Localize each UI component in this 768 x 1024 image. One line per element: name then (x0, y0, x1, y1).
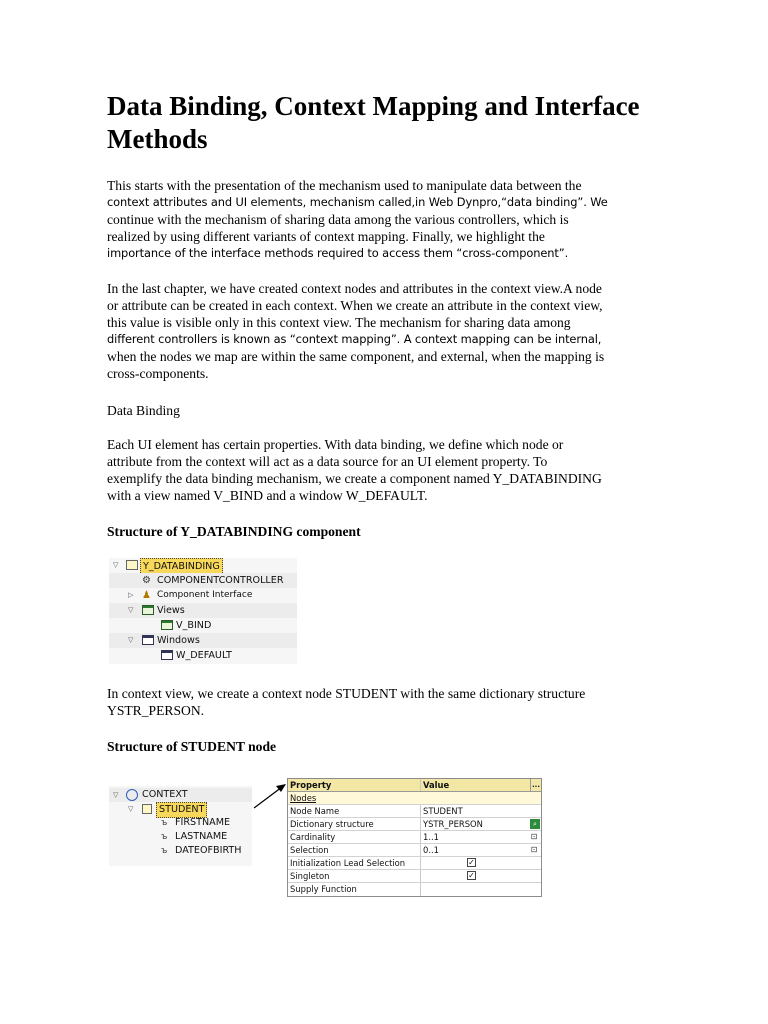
views-icon (142, 605, 154, 615)
context-icon (126, 789, 138, 801)
para-line: or attribute can be created in each context. When we create an attribute in the context view, (107, 298, 603, 313)
tree-label: STUDENT (156, 802, 207, 818)
expand-icon: ▽ (113, 561, 119, 569)
folder-icon (126, 560, 138, 570)
property-value[interactable] (421, 883, 541, 896)
tree-label: COMPONENTCONTROLLER (157, 575, 284, 586)
column-header-value: Value (423, 780, 450, 790)
tree-node-attribute (109, 844, 252, 858)
tree-node-windows (109, 633, 297, 648)
checkbox-checked[interactable]: ✓ (468, 871, 475, 880)
tree-node-view (109, 618, 297, 633)
more-button[interactable]: ... (532, 781, 540, 789)
intro-line: realized by using different variants of context mapping. Finally, we highlight the (107, 229, 545, 244)
property-value-text: 0..1 (423, 845, 439, 855)
windows-icon (142, 635, 154, 645)
property-table (287, 778, 542, 897)
dropdown-icon[interactable]: ⊡ (530, 845, 538, 854)
attribute-icon: ъ (161, 818, 168, 828)
figure-caption: Structure of Y_DATABINDING component (107, 524, 361, 539)
tree-node-context (109, 788, 252, 802)
tree-node-root (109, 558, 297, 573)
tree-label: Windows (157, 635, 200, 646)
expand-icon: ▽ (128, 606, 134, 614)
page-title: Data Binding, Context Mapping and Interface Methods (107, 91, 640, 154)
section-heading: Data Binding (107, 403, 180, 418)
property-value-text: 1..1 (423, 832, 439, 842)
expand-icon: ▽ (113, 791, 119, 799)
para-line: with a view named V_BIND and a window W_DEFAULT. (107, 488, 428, 503)
property-value[interactable] (421, 870, 541, 882)
expand-icon: ▽ (128, 805, 134, 813)
para-line: when the nodes we map are within the same component, and external, when the mapping is (107, 349, 605, 364)
table-row[interactable] (288, 870, 541, 883)
checkbox-checked[interactable]: ✓ (468, 858, 475, 867)
property-name: Singleton (288, 870, 421, 882)
property-name: Cardinality (288, 831, 421, 843)
para-line: exemplify the data binding mechanism, we create a component named Y_DATABINDING (107, 471, 602, 486)
window-icon (161, 650, 173, 660)
node-icon (142, 804, 152, 814)
tree-node-attribute (109, 816, 252, 830)
tree-label: CONTEXT (142, 789, 188, 800)
group-row (288, 792, 541, 805)
property-name: Dictionary structure (288, 818, 421, 830)
table-row[interactable] (288, 831, 541, 844)
component-tree-figure (109, 558, 297, 664)
property-value-text: YSTR_PERSON (423, 819, 483, 829)
intro-line: importance of the interface methods required to access them “cross-component”. (107, 246, 569, 260)
expand-icon: ▽ (128, 636, 134, 644)
table-header (288, 779, 541, 792)
tree-node-window (109, 648, 297, 663)
collapsed-icon: ▷ (128, 591, 134, 599)
figure-caption: Structure of STUDENT node (107, 739, 277, 754)
view-icon (161, 620, 173, 630)
property-value[interactable] (421, 844, 541, 856)
property-name: Supply Function (288, 883, 421, 896)
para-line: this value is visible only in this context view. The mechanism for sharing data among (107, 315, 571, 330)
tree-label: DATEOFBIRTH (175, 845, 242, 856)
tree-label: LASTNAME (175, 831, 228, 842)
table-row[interactable] (288, 805, 541, 818)
value-help-icon[interactable]: ⌕ (530, 819, 540, 829)
tree-label: V_BIND (176, 620, 212, 631)
tree-node-views (109, 603, 297, 618)
property-name: Node Name (288, 805, 421, 817)
interface-icon: ♟ (142, 590, 151, 601)
tree-node-attribute (109, 830, 252, 844)
tree-label: W_DEFAULT (176, 650, 232, 661)
tree-label: Component Interface (157, 590, 253, 600)
para-line: In context view, we create a context node STUDENT with the same dictionary structure (107, 686, 586, 701)
para-line: In the last chapter, we have created context nodes and attributes in the context view.A node (107, 281, 602, 296)
para-line: YSTR_PERSON. (107, 703, 205, 718)
intro-line: continue with the mechanism of sharing data among the various controllers, which is (107, 212, 569, 227)
table-row[interactable] (288, 818, 541, 831)
property-name: Selection (288, 844, 421, 856)
column-header-property: Property (288, 779, 421, 791)
para-line: attribute from the context will act as a data source for an UI element property. To (107, 454, 548, 469)
tree-node-controller (109, 573, 297, 588)
property-value[interactable]: STUDENT (423, 806, 463, 816)
tree-label: Views (157, 605, 185, 616)
intro-line: This starts with the presentation of the mechanism used to manipulate data between the (107, 178, 582, 193)
table-row[interactable] (288, 857, 541, 870)
attribute-icon: ъ (161, 846, 168, 856)
arrow-icon (252, 782, 288, 812)
dropdown-icon[interactable]: ⊡ (530, 832, 538, 841)
property-value[interactable] (421, 818, 541, 830)
context-tree-figure (109, 786, 252, 866)
tree-node-student (109, 802, 252, 816)
para-line: different controllers is known as “context mapping”. A context mapping can be internal, (107, 332, 602, 346)
attribute-icon: ъ (161, 832, 168, 842)
property-name: Initialization Lead Selection (288, 857, 421, 869)
tree-node-interface (109, 588, 297, 603)
property-value[interactable] (421, 857, 541, 869)
para-line: Each UI element has certain properties. With data binding, we define which node or (107, 437, 564, 452)
para-line: cross-components. (107, 366, 209, 381)
table-row[interactable] (288, 844, 541, 857)
group-label: Nodes (290, 793, 317, 803)
table-row[interactable] (288, 883, 541, 896)
tree-label: FIRSTNAME (175, 817, 231, 828)
intro-line: context attributes and UI elements, mechanism called,in Web Dynpro,“data binding”. We (107, 195, 608, 209)
tree-label: Y_DATABINDING (140, 558, 223, 575)
property-value[interactable] (421, 831, 541, 843)
controller-icon: ⚙ (142, 575, 151, 586)
